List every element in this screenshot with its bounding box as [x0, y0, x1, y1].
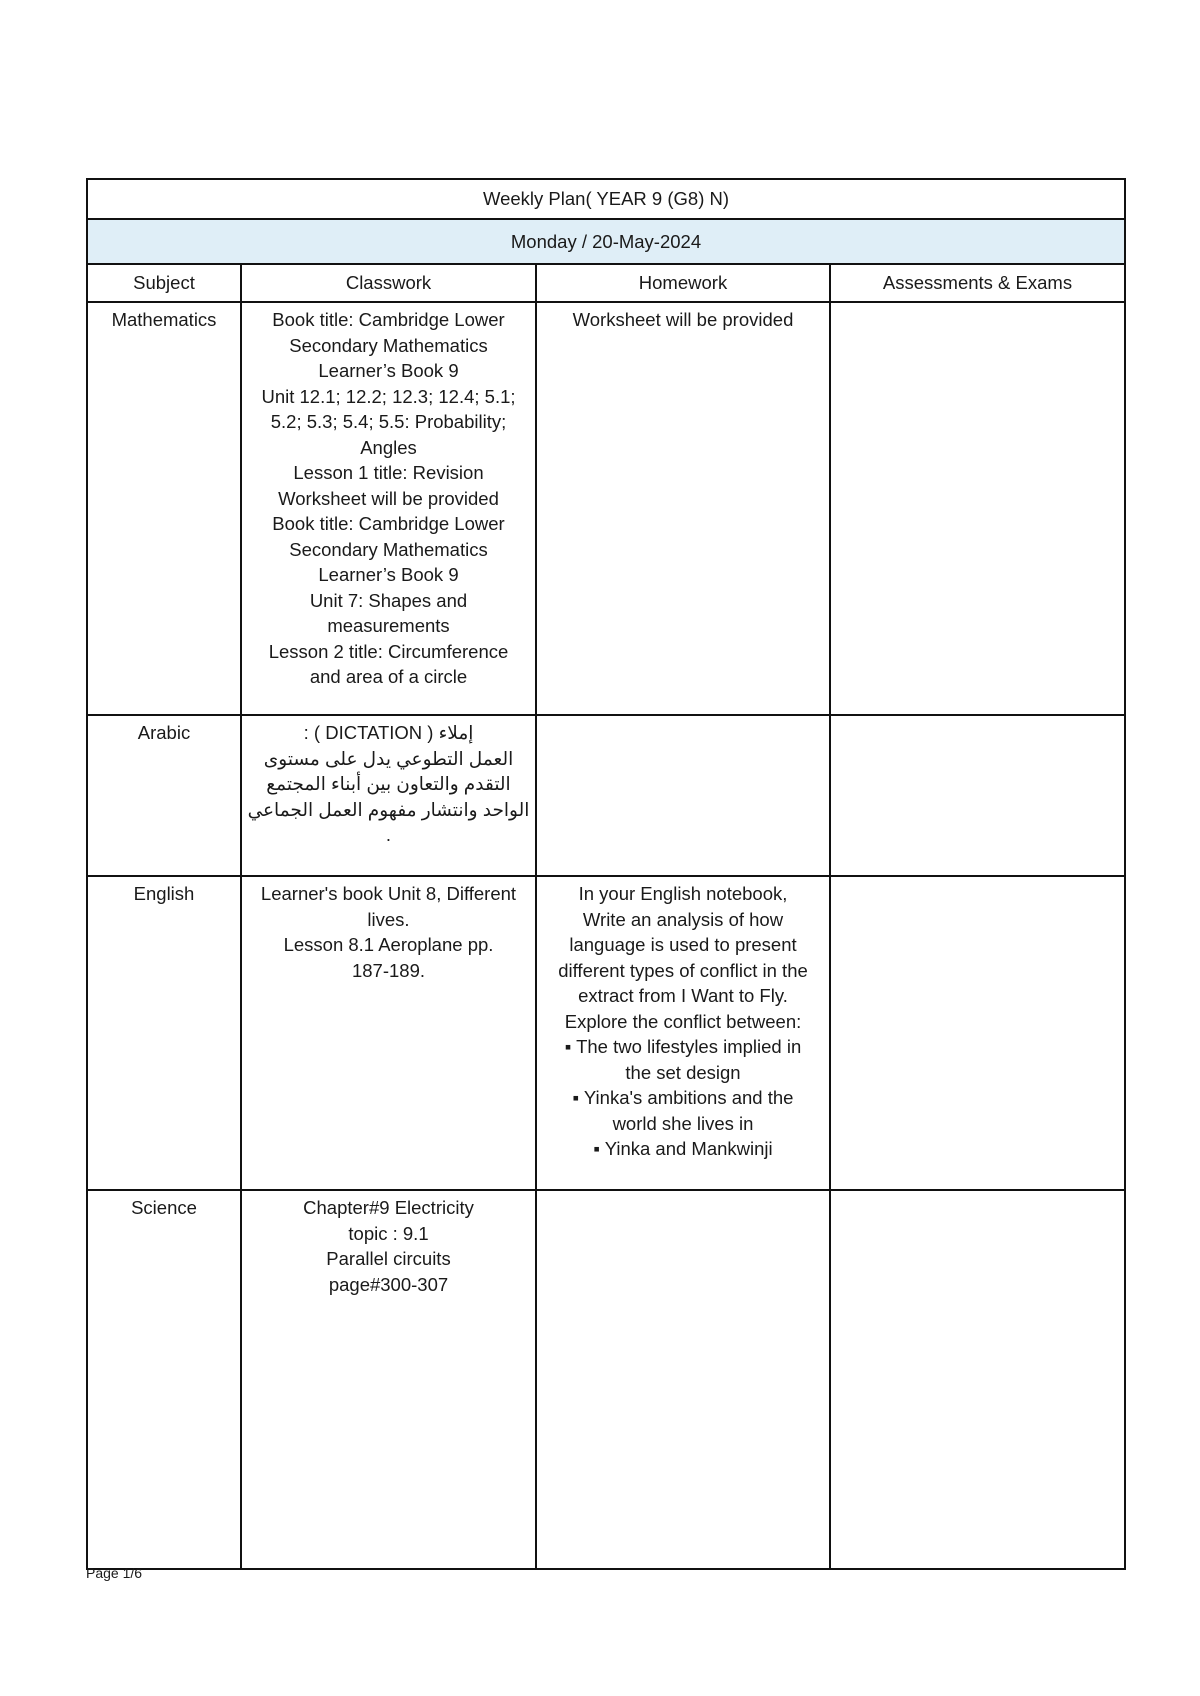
classwork-line: Parallel circuits	[326, 1248, 451, 1269]
classwork-line: Worksheet will be provided	[278, 487, 499, 509]
assessments-cell	[830, 715, 1125, 876]
homework-line: ▪ Yinka and Mankwinji	[593, 1138, 773, 1159]
homework-line: In your English notebook,	[578, 883, 788, 904]
classwork-line: 187-189.	[351, 959, 426, 981]
classwork-cell	[241, 1190, 536, 1569]
plan-title: Weekly Plan( YEAR 9 (G8) N)	[87, 179, 1125, 219]
homework-cell	[536, 715, 830, 876]
classwork-cell	[241, 876, 536, 1190]
classwork-cell	[241, 302, 536, 715]
table-row	[87, 876, 1125, 1190]
homework-line: ▪ Yinka's ambitions and the	[572, 1087, 794, 1108]
assessments-cell	[830, 876, 1125, 1190]
homework-line: Explore the conflict between:	[564, 1010, 802, 1032]
classwork-line: and area of a circle	[309, 666, 468, 687]
classwork-line: measurements	[327, 615, 450, 636]
homework-line: language is used to present	[569, 934, 797, 955]
classwork-line: topic : 9.1	[348, 1222, 429, 1244]
classwork-line: Unit 12.1; 12.2; 12.3; 12.4; 5.1;	[261, 385, 516, 407]
classwork-line: 5.2; 5.3; 5.4; 5.5: Probability;	[270, 411, 507, 432]
classwork-line: Unit 7: Shapes and	[309, 589, 468, 611]
homework-line: the set design	[625, 1061, 741, 1083]
date-row	[87, 219, 1125, 264]
classwork-line: التقدم والتعاون بين أبناء المجتمع	[266, 773, 511, 794]
classwork-line: Secondary Mathematics	[289, 538, 488, 560]
subject-cell: Arabic	[87, 715, 241, 876]
homework-line: Worksheet will be provided	[572, 309, 794, 330]
column-header-assessments: Assessments & Exams	[830, 264, 1125, 302]
table-row	[87, 302, 1125, 715]
table-row	[87, 715, 1125, 876]
classwork-line: الواحد وانتشار مفهوم العمل الجماعي	[247, 798, 530, 820]
column-header-subject: Subject	[87, 264, 241, 302]
classwork-line: Learner's book Unit 8, Different	[260, 883, 517, 904]
homework-line: ▪ The two lifestyles implied in	[564, 1036, 802, 1057]
classwork-line: إملاء ( DICTATION ) :	[303, 722, 474, 743]
classwork-line: lives.	[367, 908, 410, 930]
title-row	[87, 179, 1125, 219]
classwork-line: Angles	[360, 436, 417, 458]
classwork-line: Book title: Cambridge Lower	[272, 513, 505, 534]
classwork-cell	[241, 715, 536, 876]
plan-date: Monday / 20-May-2024	[87, 219, 1125, 264]
column-header-homework: Homework	[536, 264, 830, 302]
header-row	[87, 264, 1125, 302]
homework-line: Write an analysis of how	[582, 908, 784, 930]
homework-cell	[536, 302, 830, 715]
homework-line: extract from I Want to Fly.	[578, 985, 788, 1006]
column-header-classwork: Classwork	[241, 264, 536, 302]
assessments-cell	[830, 1190, 1125, 1569]
classwork-line: Learner’s Book 9	[318, 360, 459, 381]
page-number: Page 1/6	[86, 1565, 143, 1581]
classwork-line: Lesson 8.1 Aeroplane pp.	[283, 934, 494, 955]
classwork-line: Chapter#9 Electricity	[303, 1197, 474, 1218]
weekly-plan-table	[86, 178, 1126, 1570]
homework-cell	[536, 876, 830, 1190]
subject-cell: Science	[87, 1190, 241, 1569]
classwork-line: Book title: Cambridge Lower	[272, 309, 505, 330]
classwork-line: Lesson 2 title: Circumference	[268, 640, 509, 662]
table-row	[87, 1190, 1125, 1569]
homework-line: different types of conflict in the	[558, 959, 808, 981]
homework-cell	[536, 1190, 830, 1569]
subject-cell: Mathematics	[87, 302, 241, 715]
classwork-line: العمل التطوعي يدل على مستوى	[263, 747, 514, 769]
assessments-cell	[830, 302, 1125, 715]
classwork-line: Secondary Mathematics	[289, 334, 488, 356]
subject-cell: English	[87, 876, 241, 1190]
homework-line: world she lives in	[612, 1112, 754, 1134]
classwork-line: Lesson 1 title: Revision	[293, 462, 484, 483]
classwork-line: page#300-307	[328, 1273, 449, 1295]
classwork-line: .	[385, 824, 392, 845]
classwork-line: Learner’s Book 9	[318, 564, 459, 585]
